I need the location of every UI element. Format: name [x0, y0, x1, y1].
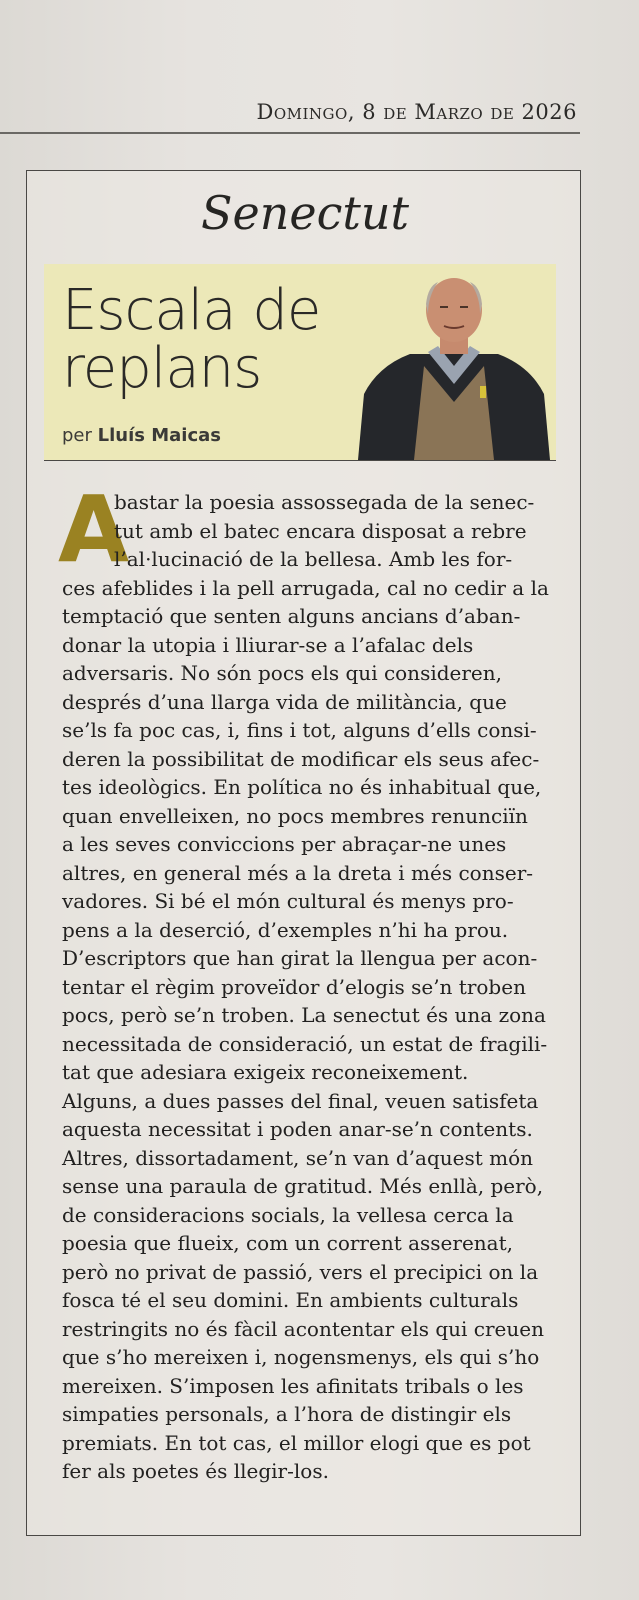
article-body-line: poesia que flueix, com un corrent asserenat, — [62, 1231, 513, 1255]
article-body-line: sense una paraula de gratitud. Més enllà, però, — [62, 1174, 544, 1198]
article-body-line: a les seves conviccions per abraçar-ne unes — [62, 832, 507, 856]
article-title-line-1: Escala de — [62, 278, 321, 343]
author-name: Lluís Maicas — [97, 425, 222, 446]
article-body-line: adversaris. No són pocs els qui consideren, — [62, 661, 502, 685]
article-body-line: després d’una llarga vida de militància, que — [62, 689, 507, 714]
article-body-line: Alguns, a dues passes del final, veuen satisfeta — [62, 1088, 539, 1113]
article-body-line: D’escriptors que han girat la llengua per acon- — [62, 946, 538, 970]
article-body-line: Altres, dissortadament, se’n van d’aquest món — [62, 1145, 534, 1170]
byline — [62, 425, 221, 446]
article-title — [62, 278, 321, 401]
article-body — [62, 488, 562, 1486]
article-body-line: fosca té el seu domini. En ambients culturals — [62, 1288, 519, 1312]
article-body-line: pocs, però se’n troben. La senectut és una zona — [62, 1003, 546, 1027]
article-body-line: mereixen. S’imposen les afinitats tribals o les — [62, 1373, 524, 1398]
drop-cap: A — [58, 476, 130, 583]
article-body-line: ces afeblides i la pell arrugada, cal no cedir a la — [62, 575, 549, 600]
article-body-line: quan envelleixen, no pocs membres renunciïn — [62, 803, 528, 828]
article-body-line: temptació que senten alguns ancians d’aban- — [62, 604, 521, 628]
section-title: Senectut — [201, 186, 409, 240]
article-body-line: restringits no és fàcil acontentar els qui creuen — [62, 1316, 544, 1341]
article-body-line: tat que adesiara exigeix reconeixement. — [62, 1060, 469, 1084]
article-body-line: vadores. Si bé el món cultural és menys pro- — [62, 889, 514, 913]
article-body-line: tut amb el batec encara disposat a rebre — [114, 518, 527, 543]
dateline: Domingo, 8 de Marzo de 2026 — [256, 100, 577, 124]
article-body-line: altres, en general més a la dreta i més conser- — [62, 860, 534, 885]
article-body-line: tentar el règim proveïdor d’elogis se’n troben — [62, 974, 526, 999]
header-rule — [0, 132, 580, 134]
article-body-line: tes ideològics. En política no és inhabitual que, — [62, 775, 542, 799]
article-body-line: se’ls fa poc cas, i, fins i tot, alguns d’ells consi- — [62, 718, 537, 742]
article-body-line: l’al·lucinació de la bellesa. Amb les for- — [114, 547, 513, 571]
article-body-line: de consideracions socials, la vellesa cerca la — [62, 1202, 514, 1227]
article-body-line: necessitada de consideració, un estat de fragili- — [62, 1031, 548, 1056]
article-body-line: bastar la poesia assossegada de la senec- — [114, 490, 535, 514]
author-portrait — [358, 274, 550, 460]
article-body-line: premiats. En tot cas, el millor elogi que es pot — [62, 1430, 531, 1455]
article-body-line: deren la possibilitat de modificar els seus afec- — [62, 746, 540, 771]
article-body-line: simpaties personals, a l’hora de distingir els — [62, 1402, 512, 1426]
article-body-line: donar la utopia i lliurar-se a l’afalac dels — [62, 632, 474, 657]
article-body-line: però no privat de passió, vers el precipici on la — [62, 1259, 539, 1284]
article-body-line: pens a la deserció, d’exemples n’hi ha prou. — [62, 917, 509, 942]
article-body-line: que s’ho mereixen i, nogensmenys, els qui s’ho — [62, 1345, 540, 1369]
article-body-line: aquesta necessitat i poden anar-se’n contents. — [62, 1117, 533, 1141]
byline-prefix: per — [62, 425, 92, 446]
article-title-line-2: replans — [62, 336, 262, 401]
article-body-line: fer als poetes és llegir-los. — [62, 1459, 329, 1483]
